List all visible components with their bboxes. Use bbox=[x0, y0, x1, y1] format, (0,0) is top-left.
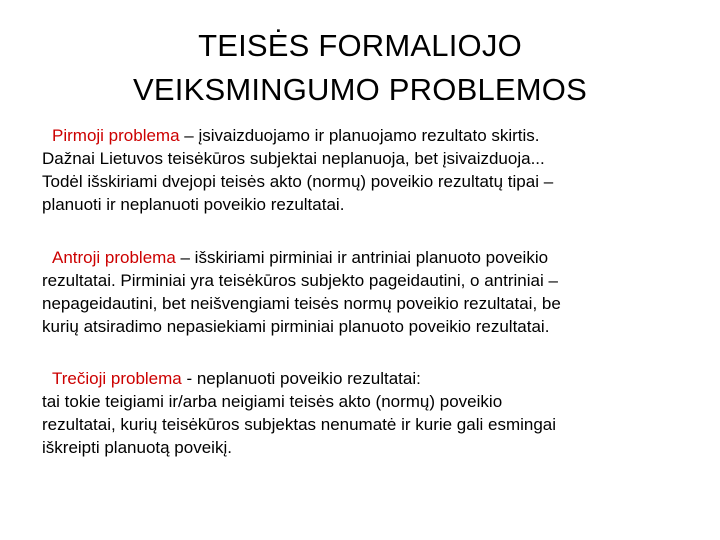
problem-heading-second: Antroji problema bbox=[52, 248, 176, 267]
paragraph-second-problem bbox=[42, 246, 682, 338]
paragraph-line: nepageidautini, bet neišvengiami teisės normų poveikio rezultatai, be bbox=[42, 294, 561, 313]
paragraph-text: – išskiriami pirminiai ir antriniai planuoto poveikio bbox=[175, 248, 549, 267]
title-line-2: VEIKSMINGUMO PROBLEMOS bbox=[133, 72, 587, 107]
paragraph-text: – įsivaizduojamo ir planuojamo rezultato skirtis. bbox=[179, 126, 540, 145]
paragraph-line: iškreipti planuotą poveikį. bbox=[42, 438, 232, 457]
paragraph-text: - neplanuoti poveikio rezultatai: bbox=[181, 369, 421, 388]
paragraph-third-problem bbox=[42, 367, 682, 459]
paragraph-first-problem bbox=[42, 124, 682, 216]
paragraph-line bbox=[42, 246, 682, 269]
paragraph-line bbox=[42, 367, 682, 390]
paragraph-line: rezultatai, kurių teisėkūros subjektas nenumatė ir kurie gali esmingai bbox=[42, 415, 557, 434]
slide-title bbox=[40, 24, 680, 112]
paragraph-line: Todėl išskiriami dvejopi teisės akto (normų) poveikio rezultatų tipai – bbox=[42, 172, 554, 191]
paragraph-line: Dažnai Lietuvos teisėkūros subjektai neplanuoja, bet įsivaizduoja... bbox=[42, 149, 545, 168]
paragraph-line bbox=[42, 124, 682, 147]
problem-heading-first: Pirmoji problema bbox=[52, 126, 180, 145]
title-line-1: TEISĖS FORMALIOJO bbox=[198, 28, 522, 63]
paragraph-line: tai tokie teigiami ir/arba neigiami teisės akto (normų) poveikio bbox=[42, 392, 503, 411]
paragraph-line: kurių atsiradimo nepasiekiami pirminiai planuoto poveikio rezultatai. bbox=[42, 317, 550, 336]
paragraph-line: rezultatai. Pirminiai yra teisėkūros subjekto pageidautini, o antriniai – bbox=[42, 271, 558, 290]
problem-heading-third: Trečioji problema bbox=[52, 369, 182, 388]
paragraph-line: planuoti ir neplanuoti poveikio rezultatai. bbox=[42, 195, 345, 214]
